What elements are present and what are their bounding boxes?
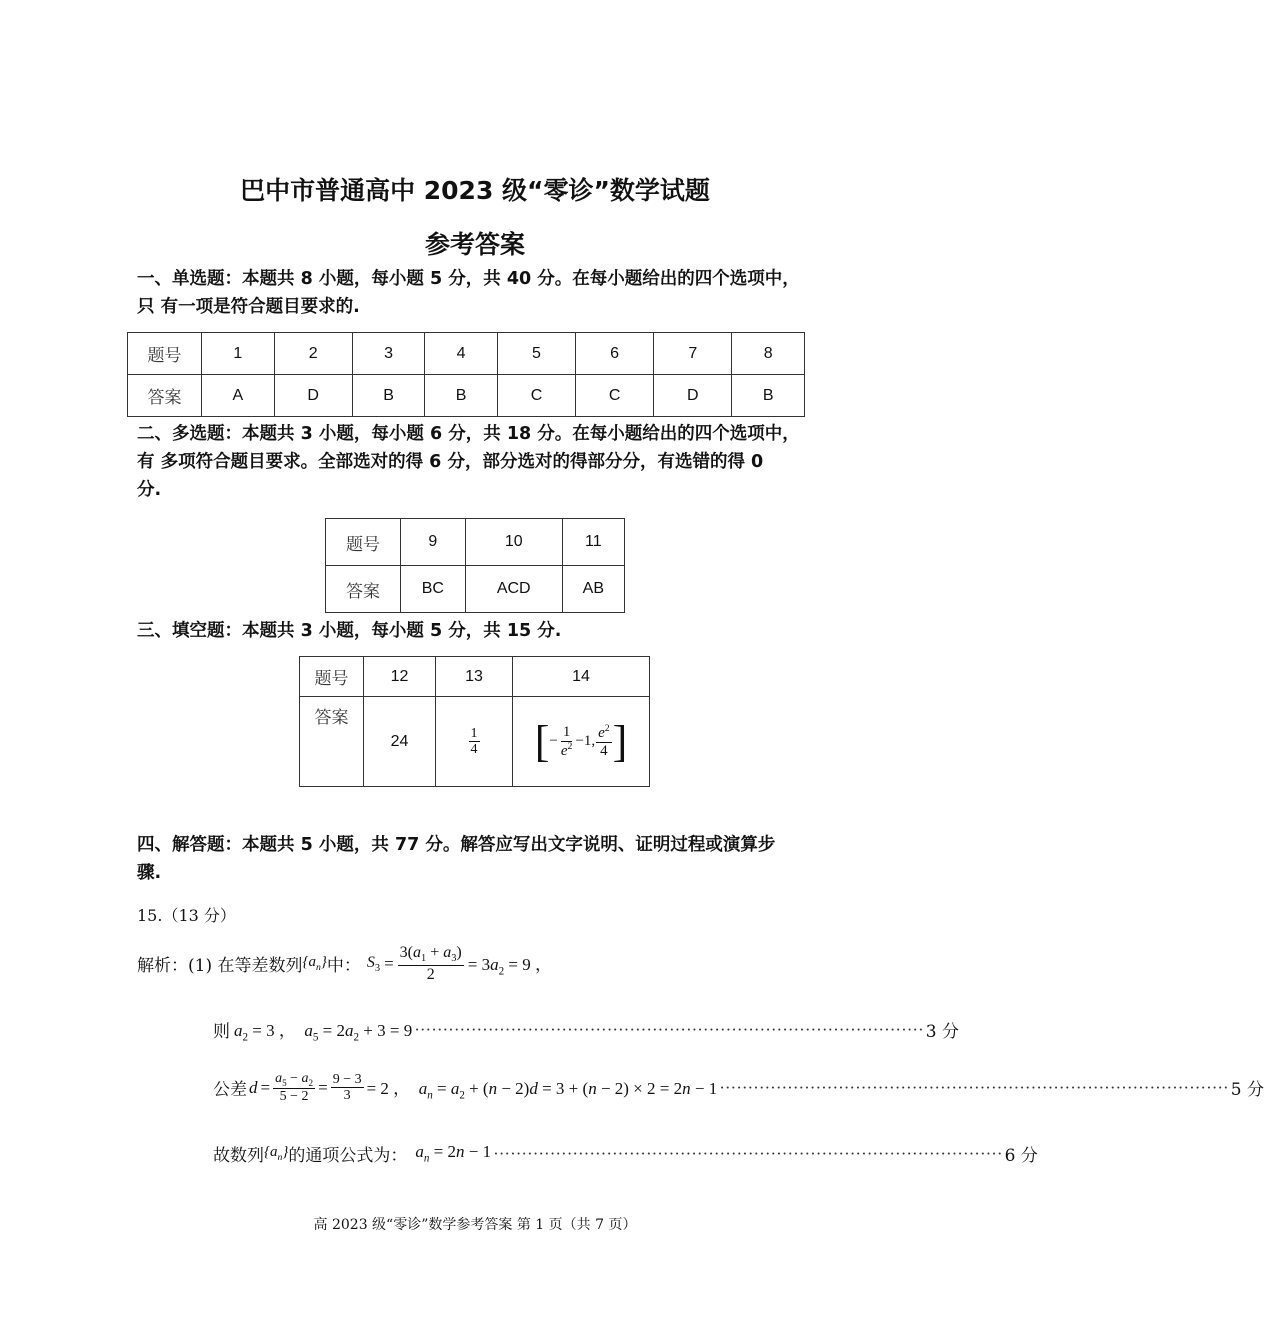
section3-heading: 三、填空题：本题共 3 小题，每小题 5 分，共 15 分.: [137, 621, 562, 641]
answer-cell: [513, 697, 650, 787]
question-number: 2: [274, 333, 352, 375]
solution-step-1: 解析：(1) 在等差数列 $\{a_n\}$ 中： $S_3$ = $\frac{3(a_1 + a_3)}{2}$ = $3a_2 = 9$ ，: [137, 944, 552, 983]
answer-cell: 24: [364, 697, 436, 787]
row-label-answer: 答案: [300, 697, 364, 787]
section2-heading: 二、多选题：本题共 3 小题，每小题 6 分，共 18 分。在每小题给出的四个选项中， 有 多项符合题目要求。全部选对的得 6 分，部分选对的得部分分，有选错的得 0 分.: [137, 424, 800, 500]
dot-leader: ··························································································: [719, 1077, 1229, 1097]
row-label-question: 题号: [300, 657, 364, 697]
fill-blank-answer-table: [299, 656, 650, 787]
row-label-answer: 答案: [128, 375, 202, 417]
question-number: 3: [352, 333, 425, 375]
answer-cell: C: [497, 375, 575, 417]
row-label-question: 题号: [326, 519, 401, 566]
question-number: 4: [425, 333, 498, 375]
answer-cell: D: [654, 375, 732, 417]
solution-step-4: 故数列 $\{a_n\}$ 的通项公式为： $a_n = 2n - 1$ ·························································································· 6 分: [213, 1142, 1038, 1166]
row-label-answer: 答案: [326, 566, 401, 613]
page-footer: 高 2023 级“零诊”数学参考答案 第 1 页（共 7 页）: [313, 1217, 637, 1233]
question-number: 13: [436, 657, 513, 697]
interval-expression: [ − $\frac{1}{e^2}$ −1, $\frac{e^2}{4}$ ]: [534, 716, 628, 766]
single-choice-answer-table: [127, 332, 805, 417]
question-number: 8: [732, 333, 805, 375]
section1-heading: 一、单选题：本题共 8 小题，每小题 5 分，共 40 分。在每小题给出的四个选项中， 只 有一项是符合题目要求的.: [137, 269, 800, 317]
row-label-question: 题号: [128, 333, 202, 375]
table-row: [326, 519, 625, 566]
section4-heading: 四、解答题：本题共 5 小题，共 77 分。解答应写出文字说明、证明过程或演算步 骤.: [137, 835, 776, 883]
answer-cell: AB: [562, 566, 624, 613]
answer-cell: ACD: [465, 566, 562, 613]
page-subtitle: 参考答案: [424, 230, 525, 259]
answer-cell: A: [202, 375, 275, 417]
question-number: 10: [465, 519, 562, 566]
answer-cell: B: [425, 375, 498, 417]
table-row: [300, 657, 650, 697]
fraction-one-quarter: $\frac{1}{4}$: [470, 725, 478, 757]
answer-cell: B: [732, 375, 805, 417]
question-number: 1: [202, 333, 275, 375]
answer-cell: B: [352, 375, 425, 417]
answer-cell: C: [576, 375, 654, 417]
question-15-label: 15.（13 分）: [137, 906, 236, 925]
question-number: 14: [513, 657, 650, 697]
question-number: 12: [364, 657, 436, 697]
question-number: 6: [576, 333, 654, 375]
question-number: 7: [654, 333, 732, 375]
table-row: [300, 697, 650, 787]
answer-cell: [436, 697, 513, 787]
table-row: [128, 333, 805, 375]
question-number: 11: [562, 519, 624, 566]
answer-cell: D: [274, 375, 352, 417]
solution-step-2: 则 $a_2 = 3$ ， $a_5 = 2a_2 + 3 = 9$ ·························································································· 3 分: [213, 1019, 959, 1044]
question-number: 9: [401, 519, 466, 566]
solution-step-3: 公差 d = $\frac{a_5 - a_2}{5 - 2}$ = $\frac{9 - 3}{3}$ = 2 ， $a_n = a_2 + (n - 2)d = 3 + (n - 2) \times 2 = 2n - 1$ ·························································································· 5 分: [213, 1071, 1264, 1104]
multi-choice-answer-table: [325, 518, 625, 613]
table-row: [326, 566, 625, 613]
answer-cell: BC: [401, 566, 466, 613]
page-title: 巴中市普通高中 2023 级“零诊”数学试题: [240, 176, 710, 205]
dot-leader: ··························································································: [493, 1143, 1003, 1163]
dot-leader: ··························································································: [414, 1019, 924, 1039]
question-number: 5: [497, 333, 575, 375]
table-row: [128, 375, 805, 417]
